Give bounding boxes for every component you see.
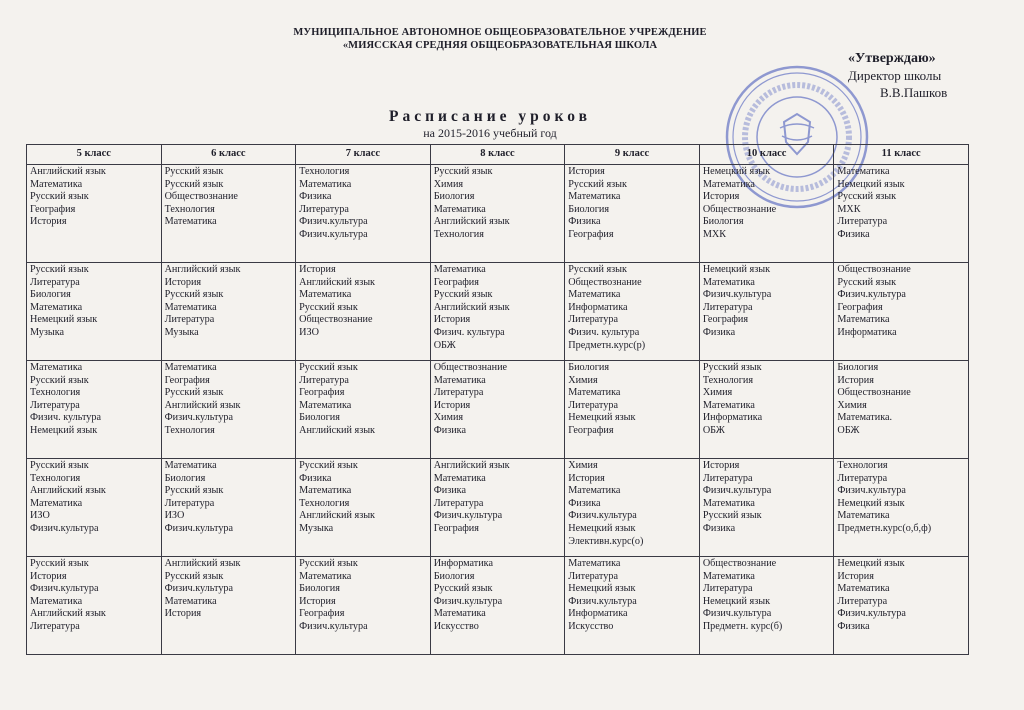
column-header: 5 класс [27,145,162,165]
lesson-item: Биология [433,570,475,582]
schedule-cell [430,263,565,361]
lesson-item: Русский язык [30,558,89,569]
page-subtitle: на 2015-2016 учебный год [423,126,557,140]
lesson-item: Математика [30,362,83,373]
organization-header [230,26,770,52]
lesson-item: Математика [164,595,217,607]
lesson-item: Русский язык [164,178,224,190]
schedule-table [26,144,969,655]
org-line-1: МУНИЦИПАЛЬНОЕ АВТОНОМНОЕ ОБЩЕОБРАЗОВАТЕЛЬНОЕ УЧРЕЖДЕНИЕ [293,27,707,38]
lesson-item: Математика [568,558,621,569]
lesson-item: Обществознание [164,191,238,203]
schedule-cell [834,557,969,655]
lesson-item: Обществознание [299,314,373,326]
lesson-item: Физич.культура [164,522,234,534]
lesson-item: Немецкий язык [568,522,636,534]
lesson-item: Математика [433,472,486,484]
table-header-row [27,145,969,165]
lesson-item: Русский язык [568,178,627,190]
lesson-item: Английский язык [164,399,241,411]
lesson-item: Немецкий язык [702,166,771,177]
table-row [27,165,969,263]
lesson-item: Химия [568,374,598,386]
lesson-item: Математика [702,570,755,582]
lesson-item: Биология [433,191,475,203]
lesson-item: Литература [30,399,80,411]
lesson-item: Русский язык [837,191,897,203]
lesson-item: Физика [837,620,870,632]
lesson-item: История [30,570,67,582]
lesson-item: Русский язык [164,570,224,582]
lesson-item: Математика [299,289,352,301]
lesson-item: Литература [433,387,484,399]
schedule-cell [27,361,162,459]
lesson-item: История [568,166,605,177]
lesson-item: Английский язык [299,424,376,436]
lesson-item: Русский язык [164,387,224,399]
lesson-item: Физич.культура [299,620,368,632]
schedule-body [27,165,969,655]
schedule-cell [430,165,565,263]
lesson-item: Физич.культура [702,608,772,620]
lesson-item: География [702,314,749,326]
lesson-item: Биология [568,362,610,373]
lesson-item: Математика [702,399,755,411]
lesson-item: История [433,399,471,411]
lesson-item: Немецкий язык [30,424,98,436]
schedule-cell [699,459,834,557]
lesson-item: Математика [299,178,352,190]
lesson-item: Литература [837,472,888,484]
lesson-item: Русский язык [433,289,493,301]
lesson-item: Английский язык [433,301,510,313]
lesson-item: История [164,276,202,288]
lesson-item: Русский язык [299,362,358,373]
lesson-item: Технология [164,424,215,436]
lesson-item: Технология [299,166,350,177]
lesson-item: Литература [702,301,753,313]
lesson-item: Обществознание [433,362,508,373]
lesson-item: Искусство [433,620,479,632]
lesson-item: Английский язык [30,608,106,620]
schedule-cell [27,557,162,655]
lesson-item: Русский язык [299,558,358,569]
lesson-item: Физич.культура [299,228,368,240]
lesson-item: Предметн.курс(о,б,ф) [837,522,932,534]
lesson-item: Химия [702,387,733,399]
schedule-cell [161,263,296,361]
lesson-item: Русский язык [433,583,493,595]
lesson-item: Физич.культура [837,485,906,497]
lesson-item: Физич.культура [568,510,637,522]
lesson-item: Математика [702,497,755,509]
schedule-cell [296,263,431,361]
lesson-item: География [433,522,479,534]
lesson-item: Литература [433,497,484,509]
lesson-item: Немецкий язык [837,497,905,509]
lesson-item: Физич.культура [164,412,234,424]
lesson-item: Химия [568,460,598,471]
schedule-cell [296,459,431,557]
lesson-item: Физика [568,497,601,509]
lesson-item: География [30,203,76,215]
lesson-item: Математика [837,166,890,177]
lesson-item: Физика [568,216,601,228]
schedule-cell [565,557,700,655]
schedule-cell [27,263,162,361]
lesson-item: Информатика [568,608,628,620]
schedule-cell [565,361,700,459]
lesson-item: Математика [164,301,217,313]
lesson-item: Английский язык [299,276,376,288]
column-header: 10 класс [699,145,834,165]
lesson-item: Немецкий язык [702,595,771,607]
lesson-item: Физич.культура [837,608,906,620]
lesson-item: Русский язык [164,485,224,497]
lesson-item: Английский язык [299,510,376,522]
lesson-item: Физич.культура [164,583,234,595]
lesson-item: Физич.культура [30,522,99,534]
lesson-item: Физич.культура [30,583,99,595]
lesson-item: Биология [568,203,610,215]
lesson-item: Математика [433,203,486,215]
lesson-item: История [568,472,605,484]
lesson-item: Физич.культура [299,216,368,228]
lesson-item: Русский язык [164,289,224,301]
schedule-cell [699,263,834,361]
table-row [27,459,969,557]
lesson-item: Технология [30,472,81,484]
lesson-item: Математика [568,191,621,203]
lesson-item: МХК [702,228,727,240]
approval-block [848,50,1018,101]
lesson-item: Физич.культура [433,510,503,522]
lesson-item: ОБЖ [837,424,860,436]
column-header: 8 класс [430,145,565,165]
lesson-item: Физич.культура [433,595,503,607]
lesson-item: Физич.культура [568,595,637,607]
lesson-item: География [568,424,614,436]
lesson-item: Русский язык [837,276,897,288]
lesson-item: Обществознание [568,276,642,288]
schedule-cell [161,459,296,557]
lesson-item: Литература [30,276,80,288]
lesson-item: Математика [30,595,83,607]
lesson-item: Физич.культура [702,485,772,497]
schedule-cell [27,459,162,557]
lesson-item: Информатика [702,412,763,424]
lesson-item: Математика [568,485,621,497]
lesson-item: Музыка [299,522,334,534]
lesson-item: Русский язык [30,374,89,386]
lesson-item: Немецкий язык [837,558,905,569]
schedule-cell [565,165,700,263]
lesson-item: Русский язык [702,362,762,373]
lesson-item: Обществознание [702,558,777,569]
lesson-item: Обществознание [837,264,911,275]
lesson-item: Английский язык [164,558,241,569]
lesson-item: Литература [702,472,753,484]
lesson-item: Литература [30,620,80,632]
lesson-item: Литература [568,314,618,326]
lesson-item: Литература [702,583,753,595]
schedule-cell [27,165,162,263]
page-title: Расписание уроков [389,108,591,125]
lesson-item: Физика [702,522,736,534]
lesson-item: Обществознание [702,203,777,215]
approval-role: Директор школы [848,68,942,83]
lesson-item: Английский язык [30,485,106,497]
lesson-item: Русский язык [299,460,358,471]
lesson-item: Физика [299,472,332,484]
schedule-cell [430,459,565,557]
lesson-item: Технология [299,497,350,509]
lesson-item: Предметн.курс(р) [568,339,646,351]
lesson-item: Литература [837,595,888,607]
schedule-cell [296,361,431,459]
lesson-item: Музыка [164,326,199,338]
lesson-item: Химия [433,412,464,424]
lesson-item: Русский язык [30,264,89,275]
lesson-item: История [164,608,202,620]
schedule-cell [834,165,969,263]
lesson-item: Математика [164,362,217,373]
lesson-item: История [837,570,874,582]
lesson-item: Биология [30,289,71,301]
lesson-item: География [568,228,614,240]
lesson-item: Математика [299,485,352,497]
schedule-cell [296,557,431,655]
lesson-item: Математика [837,314,890,326]
lesson-item: Английский язык [433,216,510,228]
org-line-2: «МИЯССКАЯ СРЕДНЯЯ ОБЩЕОБРАЗОВАТЕЛЬНАЯ ШКОЛА [342,40,658,51]
lesson-item: МХК [837,203,861,215]
lesson-item: География [164,374,210,386]
lesson-item: Русский язык [433,166,493,177]
lesson-item: Искусство [568,620,614,632]
lesson-item: Математика [164,460,217,471]
lesson-item: Математика [837,510,890,522]
lesson-item: Физич.культура [702,289,772,301]
lesson-item: Английский язык [433,460,510,471]
column-header: 7 класс [296,145,431,165]
lesson-item: Физич. культура [30,412,102,424]
lesson-item: Математика. [837,412,893,424]
lesson-item: Математика [568,289,621,301]
schedule-cell [161,165,296,263]
lesson-item: Математика [568,387,621,399]
lesson-item: Биология [299,583,340,595]
schedule-cell [834,361,969,459]
lesson-item: География [433,276,479,288]
lesson-item: Технология [30,387,81,399]
lesson-item: Математика [433,608,486,620]
lesson-item: Физика [837,228,870,240]
lesson-item: Химия [837,399,867,411]
lesson-item: Химия [433,178,464,190]
lesson-item: Русский язык [164,166,224,177]
column-header: 9 класс [565,145,700,165]
lesson-item: Биология [702,216,744,228]
approval-title: «Утверждаю» [848,51,936,66]
lesson-item: Физика [702,326,736,338]
lesson-item: Английский язык [164,264,241,275]
lesson-item: Математика [837,583,890,595]
lesson-item: ОБЖ [702,424,725,436]
lesson-item: Физика [433,485,466,497]
column-header: 11 класс [834,145,969,165]
lesson-item: Физика [433,424,466,436]
lesson-item: Математика [702,178,755,190]
lesson-item: Биология [837,362,879,373]
lesson-item: Технология [433,228,484,240]
lesson-item: Немецкий язык [702,264,771,275]
lesson-item: Русский язык [30,460,89,471]
lesson-item: География [299,387,345,399]
lesson-item: Математика [299,399,352,411]
lesson-item: Математика [30,301,83,313]
lesson-item: Английский язык [30,166,106,177]
schedule-cell [834,459,969,557]
lesson-item: Информатика [433,558,493,569]
lesson-item: Литература [164,314,215,326]
lesson-item: Технология [702,374,754,386]
lesson-item: ИЗО [30,510,50,522]
lesson-item: Литература [568,399,618,411]
lesson-item: Физич. культура [433,326,505,338]
lesson-item: Литература [837,216,888,228]
lesson-item: Математика [30,178,83,190]
lesson-item: История [299,264,336,275]
column-header: 6 класс [161,145,296,165]
lesson-item: Технология [837,460,888,471]
table-row [27,557,969,655]
schedule-cell [699,361,834,459]
schedule-cell [834,263,969,361]
lesson-item: Немецкий язык [837,178,905,190]
lesson-item: Физич. культура [568,326,640,338]
lesson-item: Элективн.курс(о) [568,535,644,547]
lesson-item: Математика [299,570,352,582]
lesson-item: География [299,608,345,620]
lesson-item: Русский язык [568,264,627,275]
schedule-cell [565,459,700,557]
lesson-item: Немецкий язык [30,314,98,326]
lesson-item: Математика [702,276,755,288]
schedule-cell [161,361,296,459]
schedule-cell [430,361,565,459]
schedule-cell [699,165,834,263]
schedule-cell [296,165,431,263]
lesson-item: ОБЖ [433,339,456,351]
approval-signer: В.В.Пашков [880,85,948,100]
lesson-item: Литература [568,570,618,582]
lesson-item: Литература [299,203,349,215]
lesson-item: Технология [164,203,215,215]
lesson-item: Физич.культура [837,289,906,301]
schedule-cell [430,557,565,655]
schedule-cell [565,263,700,361]
schedule-cell [161,557,296,655]
lesson-item: Биология [164,472,206,484]
lesson-item: Математика [433,374,486,386]
lesson-item: Немецкий язык [568,412,636,424]
lesson-item: Математика [30,497,83,509]
lesson-item: История [702,460,740,471]
lesson-item: Русский язык [30,191,89,203]
lesson-item: История [702,191,740,203]
lesson-item: Русский язык [299,301,358,313]
lesson-item: История [30,216,67,228]
lesson-item: Информатика [568,301,628,313]
lesson-item: Физика [299,191,332,203]
table-row [27,263,969,361]
lesson-item: Биология [299,412,340,424]
lesson-item: ИЗО [164,510,185,522]
lesson-item: Предметн. курс(б) [702,620,783,632]
lesson-item: Математика [433,264,486,275]
lesson-item: История [837,374,874,386]
lesson-item: Литература [299,374,349,386]
lesson-item: Немецкий язык [568,583,636,595]
table-row [27,361,969,459]
lesson-item: Музыка [30,326,65,338]
schedule-cell [699,557,834,655]
lesson-item: География [837,301,883,313]
lesson-item: Обществознание [837,387,911,399]
lesson-item: Русский язык [702,510,762,522]
lesson-item: ИЗО [299,326,319,338]
lesson-item: Литература [164,497,215,509]
lesson-item: Математика [164,216,217,228]
lesson-item: История [433,314,471,326]
lesson-item: Информатика [837,326,897,338]
lesson-item: История [299,595,336,607]
